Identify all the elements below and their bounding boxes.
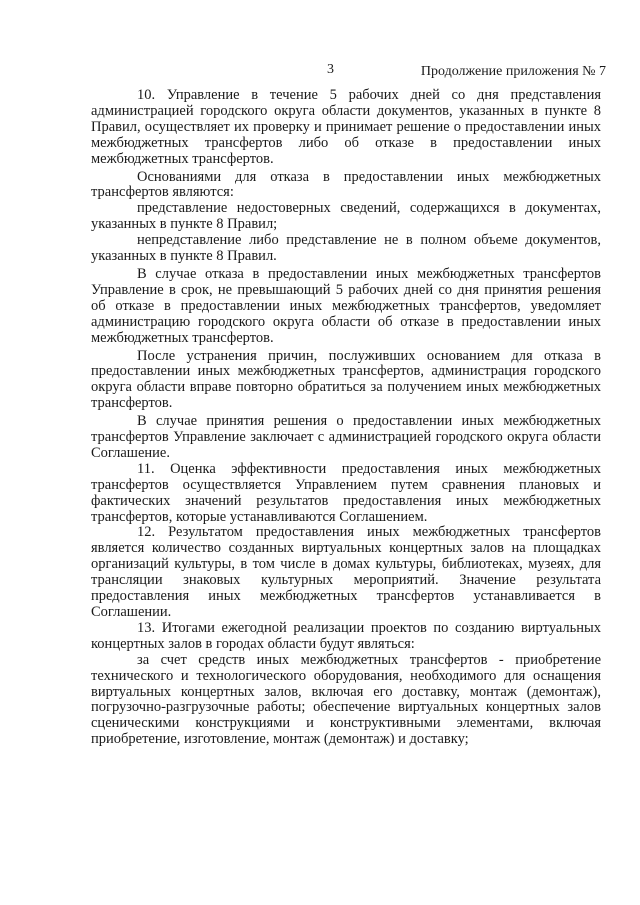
paragraph-10: 10. Управление в течение 5 рабочих дней со дня представления администрацией городского округа области документов, указанных в пункте 8 Правил, осуществляет их проверку и принимает решение о предоставлении иных межбюджетных трансфертов либо об отказе в предоставлении иных межбюджетных трансфертов. (91, 87, 601, 167)
page-header (0, 62, 640, 82)
paragraph-12: 12. Результатом предоставления иных межбюджетных трансфертов является количество созданных виртуальных концертных залов на площадках организаций культуры, в том числе в домах культуры, библиотеках, музеях, для трансляции знаковых культурных мероприятий. Значение результата предоставления иных межбюджетных трансфертов устанавливается в Соглашении. (91, 524, 601, 620)
paragraph-13-results: за счет средств иных межбюджетных трансфертов - приобретение технического и технологического оборудования, необходимого для оснащения виртуальных концертных залов, включая его доставку, монтаж (демонтаж), погрузочно-разгрузочные работы; обеспечение виртуальных концертных залов сценическими конструкциями и конструктивными элементами, включая приобретение, изготовление, монтаж (демонтаж) и доставку; (91, 651, 601, 748)
paragraph-refusal-notice: В случае отказа в предоставлении иных межбюджетных трансфертов Управление в срок, не превышающий 5 рабочих дней со дня принятия решения об отказе в предоставлении иных межбюджетных трансфертов, уведомляет администрацию городского округа области об отказе в предоставлении иных межбюджетных трансфертов. (91, 265, 601, 346)
paragraph-reapply: После устранения причин, послуживших основанием для отказа в предоставлении иных межбюджетных трансфертов, администрация городского округа области вправе повторно обратиться за получением иных межбюджетных трансфертов. (91, 347, 601, 412)
paragraph-13: 13. Итогами ежегодной реализации проектов по созданию виртуальных концертных залов в городах области будут являться: (91, 619, 601, 652)
paragraph-ground-incomplete: непредставление либо представление не в полном объеме документов, указанных в пункте 8 Правил. (91, 232, 601, 265)
paragraph-11: 11. Оценка эффективности предоставления иных межбюджетных трансфертов осуществляется Управлением путем сравнения плановых и фактических значений результатов предоставления иных межбюджетных трансфертов, которые устанавливаются Соглашением. (91, 460, 601, 525)
paragraph-refusal-grounds: Основаниями для отказа в предоставлении иных межбюджетных трансфертов являются: (91, 168, 601, 201)
appendix-label: Продолжение приложения № 7 (420, 64, 606, 79)
paragraph-ground-unreliable: представление недостоверных сведений, содержащихся в документах, указанных в пункте 8 Правил; (91, 200, 601, 233)
page-number: 3 (327, 62, 334, 77)
paragraph-agreement: В случае принятия решения о предоставлении иных межбюджетных трансфертов Управление заключает с администрацией городского округа области Соглашение. (91, 413, 601, 461)
document-body (91, 88, 601, 748)
